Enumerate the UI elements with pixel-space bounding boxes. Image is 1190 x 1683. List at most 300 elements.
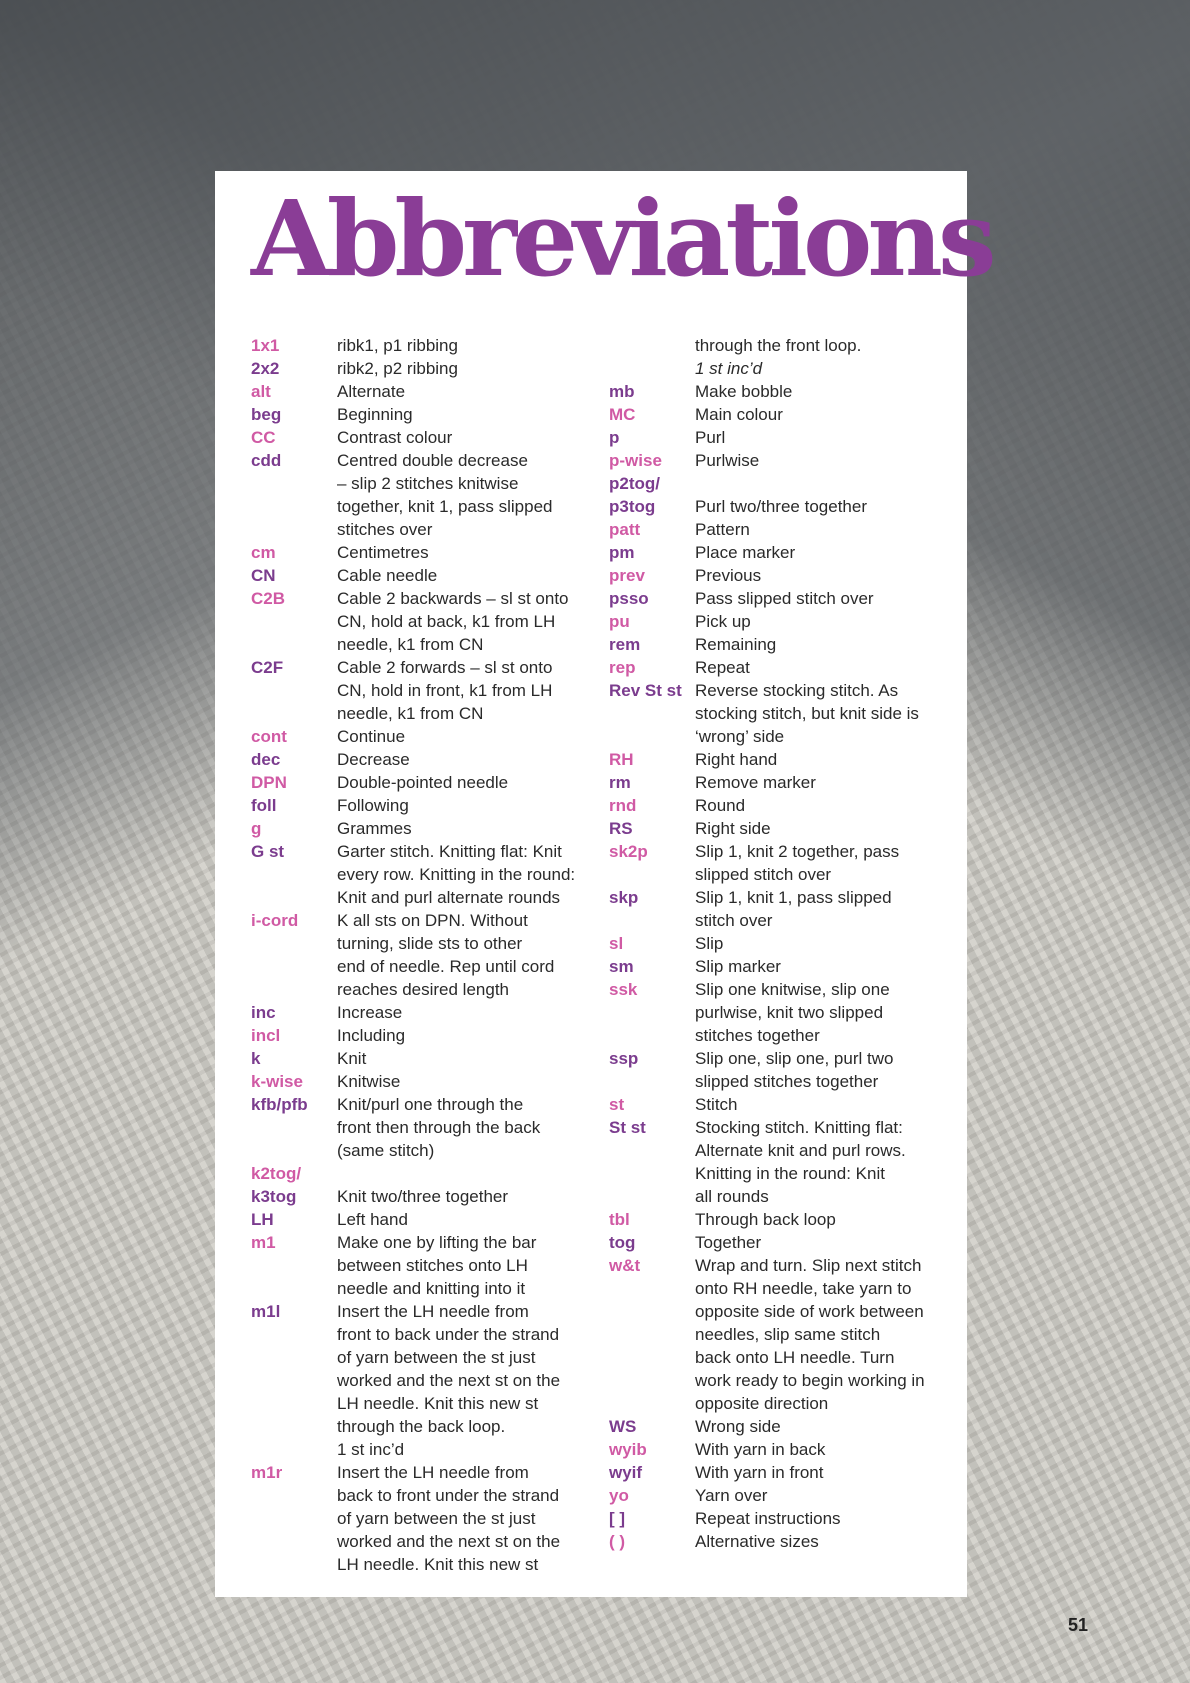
- abbreviation-term: [ ]: [609, 1509, 626, 1528]
- abbreviation-entry: [609, 840, 967, 886]
- definition-line: stitch over: [695, 911, 773, 930]
- definition-line: Place marker: [695, 543, 796, 562]
- abbreviation-entry: [609, 794, 967, 817]
- abbreviation-entry: [609, 380, 967, 403]
- abbreviation-term: CN: [251, 566, 276, 585]
- abbreviation-term: skp: [609, 888, 639, 907]
- definition-line: Main colour: [695, 405, 783, 424]
- abbreviation-definition: [695, 357, 967, 380]
- definition-line: slipped stitches together: [695, 1072, 879, 1091]
- definition-line: stitches over: [337, 520, 433, 539]
- abbreviation-entry: [251, 426, 609, 449]
- abbreviation-term: sm: [609, 957, 634, 976]
- definition-line: all rounds: [695, 1187, 769, 1206]
- abbreviation-definition: [695, 541, 967, 564]
- abbreviation-entry: [609, 564, 967, 587]
- definition-line: LH needle. Knit this new st: [337, 1555, 539, 1574]
- abbreviation-entry: [609, 1254, 967, 1415]
- definition-line: purlwise, knit two slipped: [695, 1003, 884, 1022]
- abbreviation-entry: [609, 426, 967, 449]
- abbreviation-term: k3tog: [251, 1187, 297, 1206]
- abbreviation-entry: [251, 725, 609, 748]
- abbreviation-definition: [337, 1162, 609, 1185]
- definition-line: opposite side of work between: [695, 1302, 924, 1321]
- abbreviation-definition: [695, 380, 967, 403]
- abbreviation-definition: [337, 748, 609, 771]
- definition-line: needle, k1 from CN: [337, 635, 484, 654]
- abbreviation-term: wyib: [609, 1440, 647, 1459]
- abbreviation-entry: [609, 610, 967, 633]
- abbreviation-term: rem: [609, 635, 641, 654]
- abbreviation-definition: [337, 1070, 609, 1093]
- definition-line: Including: [337, 1026, 406, 1045]
- abbreviation-term: MC: [609, 405, 636, 424]
- abbreviation-entry: [609, 1116, 967, 1208]
- abbreviation-term: pu: [609, 612, 630, 631]
- abbreviation-term: sk2p: [609, 842, 648, 861]
- abbreviations-left-column: [251, 334, 609, 1576]
- abbreviation-term: cont: [251, 727, 287, 746]
- abbreviation-entry: [609, 472, 967, 495]
- abbreviation-term: k2tog/: [251, 1164, 302, 1183]
- abbreviation-term: WS: [609, 1417, 637, 1436]
- page-title: Abbreviations: [251, 177, 992, 300]
- abbreviation-definition: [337, 1300, 609, 1461]
- abbreviation-term: [609, 357, 695, 380]
- abbreviation-entry: [609, 748, 967, 771]
- definition-line: 1 st inc’d: [695, 359, 763, 378]
- abbreviation-entry: [609, 1208, 967, 1231]
- abbreviation-definition: [337, 1461, 609, 1576]
- abbreviation-definition: [337, 771, 609, 794]
- abbreviation-entry: [609, 587, 967, 610]
- definition-line: of yarn between the st just: [337, 1348, 536, 1367]
- abbreviation-term: incl: [251, 1026, 281, 1045]
- abbreviation-definition: [337, 656, 609, 725]
- definition-line: [695, 472, 961, 495]
- abbreviation-entry: [609, 886, 967, 932]
- abbreviation-entry: [251, 771, 609, 794]
- abbreviation-term: k-wise: [251, 1072, 303, 1091]
- abbreviation-definition: [695, 610, 967, 633]
- definition-line: Slip: [695, 934, 724, 953]
- definition-line: needle and knitting into it: [337, 1279, 526, 1298]
- definition-line: Purl two/three together: [695, 497, 867, 516]
- definition-line: needle, k1 from CN: [337, 704, 484, 723]
- abbreviation-entry: [609, 1507, 967, 1530]
- abbreviation-term: psso: [609, 589, 649, 608]
- definition-line: Grammes: [337, 819, 412, 838]
- abbreviation-entry: [609, 1461, 967, 1484]
- abbreviation-definition: [337, 794, 609, 817]
- abbreviation-entry: [251, 1208, 609, 1231]
- abbreviation-entry: [609, 817, 967, 840]
- abbreviation-entry: [609, 541, 967, 564]
- definition-line: Continue: [337, 727, 406, 746]
- definition-line: front then through the back: [337, 1118, 541, 1137]
- definition-line: Alternative sizes: [695, 1532, 819, 1551]
- definition-line: Knit two/three together: [337, 1187, 509, 1206]
- abbreviation-definition: [695, 679, 967, 748]
- abbreviation-entry: [251, 840, 609, 909]
- definition-line: ‘wrong’ side: [695, 727, 785, 746]
- abbreviation-definition: [695, 1461, 967, 1484]
- definition-line: CN, hold in front, k1 from LH: [337, 681, 553, 700]
- abbreviation-definition: [337, 817, 609, 840]
- abbreviation-term: pm: [609, 543, 635, 562]
- abbreviation-definition: [695, 564, 967, 587]
- abbreviation-term: foll: [251, 796, 277, 815]
- definition-line: back to front under the strand: [337, 1486, 560, 1505]
- definition-line: CN, hold at back, k1 from LH: [337, 612, 556, 631]
- abbreviation-term: C2B: [251, 589, 286, 608]
- definition-line: (same stitch): [337, 1141, 435, 1160]
- abbreviation-term: sl: [609, 934, 624, 953]
- abbreviation-definition: [695, 978, 967, 1047]
- definition-line: Centred double decrease: [337, 451, 528, 470]
- abbreviation-term: m1l: [251, 1302, 281, 1321]
- abbreviation-definition: [337, 426, 609, 449]
- abbreviation-definition: [695, 1438, 967, 1461]
- abbreviation-entry: [609, 932, 967, 955]
- abbreviation-term: G st: [251, 842, 285, 861]
- abbreviation-definition: [337, 1208, 609, 1231]
- abbreviation-term: beg: [251, 405, 282, 424]
- abbreviation-definition: [695, 771, 967, 794]
- definition-line: needles, slip same stitch: [695, 1325, 881, 1344]
- definition-line: reaches desired length: [337, 980, 510, 999]
- abbreviation-entry: [251, 449, 609, 541]
- definition-line: Cable needle: [337, 566, 438, 585]
- abbreviation-definition: [695, 449, 967, 472]
- abbreviation-definition: [337, 1093, 609, 1162]
- abbreviation-entry: [609, 1093, 967, 1116]
- abbreviation-term: p-wise: [609, 451, 662, 470]
- abbreviation-term: m1r: [251, 1463, 283, 1482]
- definition-line: [337, 1162, 603, 1185]
- abbreviation-entry: [609, 495, 967, 518]
- abbreviation-definition: [695, 426, 967, 449]
- definition-line: Together: [695, 1233, 762, 1252]
- abbreviation-definition: [695, 334, 967, 357]
- abbreviation-term: mb: [609, 382, 635, 401]
- abbreviation-term: st: [609, 1095, 625, 1114]
- abbreviation-definition: [337, 587, 609, 656]
- definition-line: 1 st inc’d: [337, 1440, 405, 1459]
- abbreviation-entry: [609, 656, 967, 679]
- abbreviation-entry: [251, 748, 609, 771]
- abbreviation-entry: [251, 541, 609, 564]
- abbreviation-term: ssp: [609, 1049, 639, 1068]
- definition-line: – slip 2 stitches knitwise: [337, 474, 519, 493]
- definition-line: every row. Knitting in the round:: [337, 865, 576, 884]
- abbreviation-entry: [251, 1024, 609, 1047]
- abbreviation-definition: [337, 334, 609, 357]
- abbreviation-entry: [609, 1415, 967, 1438]
- abbreviation-term: dec: [251, 750, 281, 769]
- abbreviation-entry: [609, 1047, 967, 1093]
- definition-line: Knit and purl alternate rounds: [337, 888, 561, 907]
- abbreviation-definition: [695, 1484, 967, 1507]
- abbreviation-entry: [251, 1047, 609, 1070]
- definition-line: With yarn in back: [695, 1440, 826, 1459]
- definition-line: Insert the LH needle from: [337, 1302, 529, 1321]
- abbreviation-definition: [337, 403, 609, 426]
- abbreviation-definition: [695, 1507, 967, 1530]
- definition-line: turning, slide sts to other: [337, 934, 523, 953]
- definition-line: together, knit 1, pass slipped: [337, 497, 553, 516]
- definition-line: Right side: [695, 819, 771, 838]
- definition-line: Wrap and turn. Slip next stitch: [695, 1256, 922, 1275]
- definition-line: Pick up: [695, 612, 751, 631]
- definition-line: ribk1, p1 ribbing: [337, 336, 458, 355]
- abbreviation-entry: [609, 334, 967, 357]
- abbreviation-term: wyif: [609, 1463, 643, 1482]
- definition-line: Stocking stitch. Knitting flat:: [695, 1118, 903, 1137]
- abbreviation-definition: [695, 748, 967, 771]
- definition-line: Double-pointed needle: [337, 773, 509, 792]
- abbreviation-entry: [251, 357, 609, 380]
- page-number: 51: [1067, 1615, 1088, 1635]
- abbreviation-entry: [251, 1231, 609, 1300]
- abbreviation-term: C2F: [251, 658, 284, 677]
- abbreviation-definition: [337, 909, 609, 1001]
- definition-line: Wrong side: [695, 1417, 781, 1436]
- definition-line: Alternate: [337, 382, 406, 401]
- abbreviation-entry: [251, 909, 609, 1001]
- definition-line: Knitwise: [337, 1072, 401, 1091]
- definition-line: Make one by lifting the bar: [337, 1233, 537, 1252]
- abbreviation-entry: [609, 679, 967, 748]
- abbreviation-entry: [609, 1231, 967, 1254]
- definition-line: slipped stitch over: [695, 865, 832, 884]
- abbreviation-definition: [695, 495, 967, 518]
- abbreviation-definition: [695, 955, 967, 978]
- abbreviation-definition: [695, 886, 967, 932]
- definition-line: Repeat: [695, 658, 750, 677]
- abbreviation-definition: [337, 380, 609, 403]
- abbreviation-definition: [337, 1001, 609, 1024]
- abbreviation-definition: [337, 1185, 609, 1208]
- abbreviation-definition: [337, 1231, 609, 1300]
- abbreviation-definition: [695, 1093, 967, 1116]
- abbreviation-definition: [695, 1415, 967, 1438]
- abbreviation-term: w&t: [609, 1256, 641, 1275]
- abbreviation-entry: [251, 1162, 609, 1185]
- abbreviation-entry: [251, 564, 609, 587]
- abbreviation-term: ( ): [609, 1532, 626, 1551]
- abbreviation-entry: [251, 1300, 609, 1461]
- abbreviation-entry: [609, 633, 967, 656]
- abbreviation-entry: [609, 1530, 967, 1553]
- abbreviation-term: p3tog: [609, 497, 656, 516]
- definition-line: Centimetres: [337, 543, 429, 562]
- abbreviation-definition: [337, 357, 609, 380]
- definition-line: Remove marker: [695, 773, 816, 792]
- abbreviation-entry: [609, 1484, 967, 1507]
- definition-line: Stitch: [695, 1095, 738, 1114]
- abbreviation-definition: [337, 840, 609, 909]
- abbreviation-entry: [609, 771, 967, 794]
- abbreviation-term: cdd: [251, 451, 282, 470]
- abbreviation-entry: [251, 1070, 609, 1093]
- definition-line: of yarn between the st just: [337, 1509, 536, 1528]
- definition-line: Cable 2 backwards – sl st onto: [337, 589, 569, 608]
- definition-line: Insert the LH needle from: [337, 1463, 529, 1482]
- abbreviation-entry: [251, 1461, 609, 1576]
- abbreviation-definition: [695, 472, 967, 495]
- definition-line: between stitches onto LH: [337, 1256, 528, 1275]
- abbreviation-definition: [337, 1024, 609, 1047]
- definition-line: onto RH needle, take yarn to: [695, 1279, 912, 1298]
- definition-line: Slip 1, knit 1, pass slipped: [695, 888, 892, 907]
- definition-line: Beginning: [337, 405, 413, 424]
- abbreviation-definition: [695, 633, 967, 656]
- abbreviation-term: DPN: [251, 773, 287, 792]
- abbreviation-term: ssk: [609, 980, 638, 999]
- definition-line: Through back loop: [695, 1210, 836, 1229]
- definition-line: stocking stitch, but knit side is: [695, 704, 919, 723]
- definition-line: worked and the next st on the: [337, 1371, 561, 1390]
- abbreviation-entry: [609, 403, 967, 426]
- definition-line: Slip one knitwise, slip one: [695, 980, 890, 999]
- abbreviation-term: p2tog/: [609, 474, 660, 493]
- definition-line: Slip one, slip one, purl two: [695, 1049, 894, 1068]
- definition-line: Yarn over: [695, 1486, 768, 1505]
- abbreviation-term: g: [251, 819, 262, 838]
- definition-line: Following: [337, 796, 409, 815]
- definition-line: ribk2, p2 ribbing: [337, 359, 458, 378]
- definition-line: end of needle. Rep until cord: [337, 957, 555, 976]
- abbreviation-term: kfb/pfb: [251, 1095, 308, 1114]
- definition-line: Increase: [337, 1003, 403, 1022]
- definition-line: Pass slipped stitch over: [695, 589, 874, 608]
- definition-line: through the front loop.: [695, 336, 862, 355]
- definition-line: Cable 2 forwards – sl st onto: [337, 658, 553, 677]
- abbreviation-entry: [609, 449, 967, 472]
- definition-line: Pattern: [695, 520, 750, 539]
- abbreviation-definition: [695, 1254, 967, 1415]
- definition-line: Knit: [337, 1049, 367, 1068]
- abbreviation-entry: [251, 587, 609, 656]
- abbreviation-term: alt: [251, 382, 271, 401]
- abbreviation-entry: [251, 403, 609, 426]
- definition-line: Knitting in the round: Knit: [695, 1164, 885, 1183]
- definition-line: worked and the next st on the: [337, 1532, 561, 1551]
- abbreviation-term: 2x2: [251, 359, 280, 378]
- abbreviation-term: tog: [609, 1233, 636, 1252]
- abbreviations-panel: [215, 171, 992, 1597]
- abbreviation-term: CC: [251, 428, 276, 447]
- abbreviation-term: RH: [609, 750, 634, 769]
- abbreviation-entry: [609, 357, 967, 380]
- abbreviation-definition: [695, 587, 967, 610]
- abbreviation-entry: [609, 1438, 967, 1461]
- abbreviation-term: patt: [609, 520, 641, 539]
- definition-line: Slip marker: [695, 957, 781, 976]
- abbreviation-entry: [251, 817, 609, 840]
- abbreviation-definition: [695, 1047, 967, 1093]
- definition-line: back onto LH needle. Turn: [695, 1348, 895, 1367]
- abbreviation-entry: [251, 1001, 609, 1024]
- abbreviation-entry: [609, 518, 967, 541]
- definition-line: Garter stitch. Knitting flat: Knit: [337, 842, 562, 861]
- definition-line: With yarn in front: [695, 1463, 824, 1482]
- abbreviation-entry: [251, 380, 609, 403]
- definition-line: Round: [695, 796, 746, 815]
- definition-line: front to back under the strand: [337, 1325, 560, 1344]
- abbreviation-entry: [251, 656, 609, 725]
- definition-line: Decrease: [337, 750, 410, 769]
- definition-line: Contrast colour: [337, 428, 453, 447]
- abbreviation-term: [609, 334, 695, 357]
- abbreviation-entry: [251, 1093, 609, 1162]
- abbreviation-term: cm: [251, 543, 276, 562]
- abbreviation-term: tbl: [609, 1210, 630, 1229]
- abbreviation-term: rnd: [609, 796, 637, 815]
- abbreviation-term: rm: [609, 773, 631, 792]
- abbreviation-term: RS: [609, 819, 633, 838]
- abbreviation-definition: [695, 518, 967, 541]
- abbreviation-term: yo: [609, 1486, 629, 1505]
- definition-line: Previous: [695, 566, 762, 585]
- abbreviation-entry: [609, 978, 967, 1047]
- abbreviation-term: rep: [609, 658, 636, 677]
- abbreviation-entry: [609, 955, 967, 978]
- definition-line: Knit/purl one through the: [337, 1095, 524, 1114]
- definition-line: stitches together: [695, 1026, 820, 1045]
- abbreviation-term: m1: [251, 1233, 276, 1252]
- abbreviation-term: inc: [251, 1003, 276, 1022]
- definition-line: Alternate knit and purl rows.: [695, 1141, 906, 1160]
- definition-line: Purl: [695, 428, 726, 447]
- definition-line: Make bobble: [695, 382, 793, 401]
- abbreviation-term: St st: [609, 1118, 646, 1137]
- abbreviation-definition: [337, 564, 609, 587]
- abbreviation-term: LH: [251, 1210, 274, 1229]
- abbreviation-definition: [695, 656, 967, 679]
- abbreviation-entry: [251, 1185, 609, 1208]
- abbreviation-definition: [695, 817, 967, 840]
- definition-line: Slip 1, knit 2 together, pass: [695, 842, 900, 861]
- abbreviation-definition: [337, 1047, 609, 1070]
- abbreviation-definition: [695, 1530, 967, 1553]
- definition-line: Reverse stocking stitch. As: [695, 681, 899, 700]
- abbreviation-entry: [251, 794, 609, 817]
- abbreviation-definition: [695, 1116, 967, 1208]
- definition-line: Right hand: [695, 750, 778, 769]
- abbreviation-term: Rev St st: [609, 681, 682, 700]
- abbreviation-term: p: [609, 428, 620, 447]
- abbreviation-definition: [695, 932, 967, 955]
- abbreviation-term: k: [251, 1049, 261, 1068]
- definition-line: Remaining: [695, 635, 777, 654]
- definition-line: Left hand: [337, 1210, 408, 1229]
- abbreviation-definition: [695, 403, 967, 426]
- definition-line: Purlwise: [695, 451, 760, 470]
- definition-line: through the back loop.: [337, 1417, 506, 1436]
- abbreviation-definition: [337, 541, 609, 564]
- abbreviation-definition: [695, 794, 967, 817]
- definition-line: Repeat instructions: [695, 1509, 841, 1528]
- abbreviation-definition: [695, 1231, 967, 1254]
- definition-line: LH needle. Knit this new st: [337, 1394, 539, 1413]
- definition-line: opposite direction: [695, 1394, 829, 1413]
- abbreviation-definition: [695, 840, 967, 886]
- definition-line: work ready to begin working in: [695, 1371, 925, 1390]
- abbreviation-term: 1x1: [251, 336, 280, 355]
- abbreviation-definition: [337, 725, 609, 748]
